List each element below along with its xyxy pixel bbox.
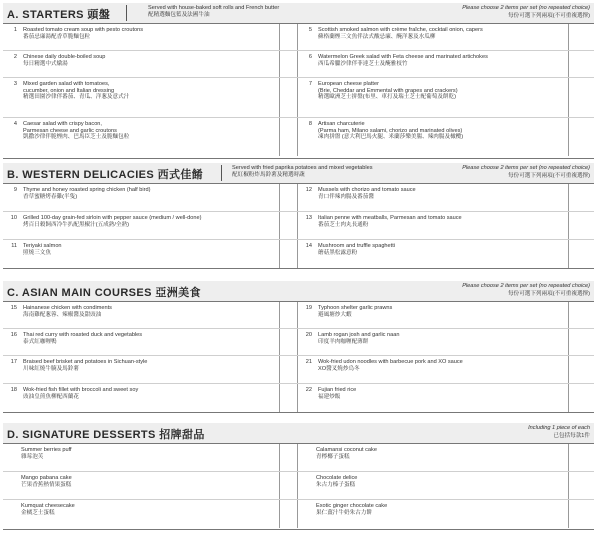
selection-checkbox[interactable] (568, 184, 594, 211)
selection-checkbox[interactable] (568, 240, 594, 268)
selection-checkbox[interactable] (279, 356, 298, 383)
menu-item: 13 Italian penne with meatballs, Parmesan and tomato sauce 番茄芝士肉丸長通粉 (305, 215, 462, 228)
menu-grid (3, 301, 594, 413)
selection-checkbox[interactable] (568, 329, 594, 355)
menu-row (3, 500, 594, 528)
section-header (3, 281, 594, 301)
selection-checkbox[interactable] (279, 118, 298, 156)
selection-checkbox (568, 472, 594, 499)
section-title: C. ASIAN MAIN COURSES 亞洲美食 (7, 287, 201, 299)
selection-checkbox (568, 500, 594, 528)
menu-row (3, 356, 594, 384)
section-title: A. STARTERS 頭盤 (7, 9, 111, 21)
section-title: B. WESTERN DELICACIES 西式佳餚 (7, 169, 204, 181)
menu-item: 2 Chinese daily double-boiled soup 每日精選中式燉湯 (13, 54, 106, 67)
selection-checkbox[interactable] (568, 384, 594, 412)
menu-row (3, 51, 594, 78)
section-note: Served with fried paprika potatoes and mixed vegetables 配紅椒粉炸馬鈴薯及精選時蔬 (232, 165, 373, 178)
selection-checkbox[interactable] (279, 302, 298, 328)
section-note: Served with house-baked soft rolls and French butter 配精選麵包籃及法國牛油 (148, 5, 280, 18)
menu-item: 21 Wok-fried udon noodles with barbecue pork and XO sauce XO醬叉燒炒烏冬 (305, 359, 463, 372)
selection-checkbox[interactable] (279, 24, 298, 50)
menu-item: 19 Typhoon shelter garlic prawns 避風塘炒大蝦 (305, 305, 393, 318)
menu-item: Chocolate delice 朱古力榛子蛋糕 (316, 475, 358, 488)
selection-checkbox[interactable] (568, 356, 594, 383)
menu-item: 9 Thyme and honey roasted spring chicken (half bird) 香草蜜糖烤春雞(半隻) (13, 187, 151, 200)
menu-row (3, 444, 594, 472)
selection-rule: Please choose 2 items per set (no repeated choice) 每份可選下列兩項(不可重複選擇) (462, 5, 590, 19)
menu-item: 10 Grilled 100-day grain-fed sirloin with pepper sauce (medium / well-done) 烤百日穀飼西冷牛扒配黑椒汁(五成熟/全熟) (10, 215, 202, 228)
selection-checkbox[interactable] (279, 78, 298, 117)
menu-item: 7 European cheese platter (Brie, Cheddar and Emmental with grapes and crackers) 精選歐洲芝士拼盤(布里、車打及瑞士芝士配葡萄及餅乾) (308, 81, 458, 101)
selection-rule: Please choose 2 items per set (no repeated choice) 每份可選下列兩項(不可重複選擇) (462, 165, 590, 179)
selection-checkbox[interactable] (568, 24, 594, 50)
menu-row (3, 24, 594, 51)
menu-item: Exotic ginger chocolate cake 果仁薑汁牛奶朱古力餅 (316, 503, 388, 516)
selection-checkbox[interactable] (279, 384, 298, 412)
menu-row (3, 302, 594, 329)
menu-row (3, 240, 594, 268)
section-header (3, 3, 594, 23)
section-desserts (3, 423, 594, 529)
header-divider (221, 165, 222, 181)
menu-item: 18 Wok-fried fish fillet with broccoli and sweet soy 豉油皇煎魚柳配西蘭花 (10, 387, 139, 400)
menu-item: Summer berries puff 雜莓泡芙 (21, 447, 72, 460)
selection-checkbox[interactable] (568, 118, 594, 156)
selection-rule: Including 1 piece of each 已包括每款1件 (528, 425, 590, 439)
menu-item: 1 Roasted tomato cream soup with pesto croutons 番茄忌廉湯配香草脆麵包粒 (13, 27, 144, 40)
menu-grid (3, 23, 594, 159)
menu-row (3, 184, 594, 212)
selection-checkbox (279, 444, 298, 471)
selection-checkbox[interactable] (279, 329, 298, 355)
menu-item: 6 Watermelon Greek salad with Feta cheese and marinated artichokes 西瓜希臘沙律伴菲達芝士及醃雅枝竹 (308, 54, 488, 67)
section-starters (3, 3, 594, 158)
menu-grid (3, 443, 594, 530)
menu-item: 5 Scottish smoked salmon with crème fraîche, cocktail onion, capers 蘇格蘭煙三文魚伴法式酸忌廉、醃洋葱及水瓜柳 (308, 27, 483, 40)
menu-row (3, 329, 594, 356)
section-header (3, 423, 594, 443)
menu-item: 22 Fujian fried rice 福建炒飯 (305, 387, 357, 400)
menu-row (3, 384, 594, 412)
menu-item: 11 Teriyaki salmon 照燒三文魚 (11, 243, 62, 256)
menu-row (3, 472, 594, 500)
selection-checkbox[interactable] (279, 212, 298, 239)
menu-item: 14 Mushroom and truffle spaghetti 蘑菇黑松露意粉 (305, 243, 396, 256)
selection-checkbox[interactable] (279, 184, 298, 211)
menu-row (3, 118, 594, 156)
menu-item: 8 Artisan charcuterie (Parma ham, Milano salami, chorizo and marinated olives) 凍肉拼盤 (意大利巴馬火腿、米蘭莎樂美腸、辣肉腸及橄欖) (308, 121, 464, 141)
selection-checkbox[interactable] (568, 51, 594, 77)
menu-row (3, 212, 594, 240)
menu-item: Calamansi coconut cake 青檸椰子蛋糕 (316, 447, 377, 460)
menu-item: 20 Lamb rogan josh and garlic naan 印度羊肉咖喱配薄餅 (305, 332, 400, 345)
section-asian (3, 281, 594, 411)
selection-checkbox[interactable] (568, 302, 594, 328)
selection-checkbox (279, 500, 298, 528)
header-divider (126, 5, 127, 21)
menu-item: 17 Braised beef brisket and potatoes in Sichuan-style 川味紅燒牛腩及馬鈴薯 (10, 359, 148, 372)
selection-checkbox[interactable] (568, 78, 594, 117)
selection-rule: Please choose 2 items per set (no repeated choice) 每份可選下列兩項(不可重複選擇) (462, 283, 590, 297)
menu-item: 15 Hainanese chicken with condiments 海南雞配葱蓉、辣椒醬及甜豉油 (10, 305, 112, 318)
menu-item: Kumquat cheesecake 金橘芝士蛋糕 (21, 503, 75, 516)
selection-checkbox[interactable] (279, 240, 298, 268)
menu-item: Mango pabana cake 芒果香蕉熱情果蛋糕 (21, 475, 72, 488)
menu-item: 3 Mixed garden salad with tomatoes, cucumber, onion and Italian dressing 精選田園沙律伴番茄、青瓜、洋葱及意式汁 (13, 81, 130, 101)
section-title: D. SIGNATURE DESSERTS 招牌甜品 (7, 429, 205, 441)
menu-grid (3, 183, 594, 269)
section-header (3, 163, 594, 183)
menu-item: 16 Thai red curry with roasted duck and vegetables 泰式紅咖喱鴨 (10, 332, 143, 345)
selection-checkbox[interactable] (279, 51, 298, 77)
selection-checkbox (568, 444, 594, 471)
selection-checkbox[interactable] (568, 212, 594, 239)
menu-row (3, 78, 594, 118)
section-western (3, 163, 594, 270)
menu-item: 12 Mussels with chorizo and tomato sauce 青口伴辣肉腸及番茄醬 (305, 187, 416, 200)
selection-checkbox (279, 472, 298, 499)
menu-item: 4 Caesar salad with crispy bacon, Parmesan cheese and garlic croutons 凱撒沙律伴脆煙肉、巴馬臣芝士及脆麵包粒 (13, 121, 130, 141)
